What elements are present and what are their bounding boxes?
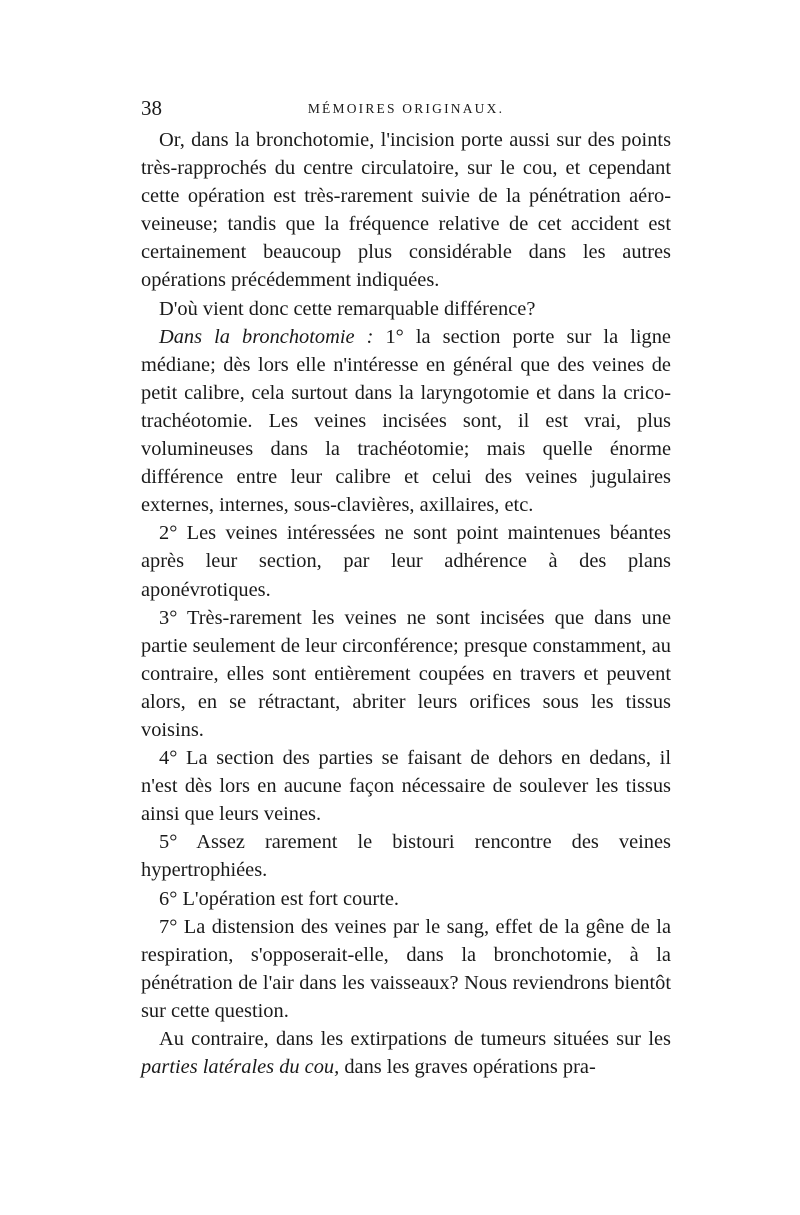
paragraph: 7° La distension des veines par le sang, effet de la gêne de la respiration, s'opposerait-elle, dans la bronchotomie, à la pénétration de l'air dans les vaisseaux? Nous reviendrons bientôt sur cette question. — [141, 915, 671, 1022]
paragraph: Au contraire, dans les extirpations de tumeurs situées sur les parties latérales du cou, dans les graves opérations pra- — [141, 1028, 671, 1079]
paragraph: 3° Très-rarement les veines ne sont incisées que dans une partie seulement de leur circonférence; presque constamment, au contraire, elles sont entièrement coupées en travers et peuvent alors, en se rétractant, abriter leurs orifices sous les tissus voisins. — [141, 606, 671, 741]
italic-lead: Dans la bronchotomie : — [159, 325, 374, 348]
paragraph: 4° La section des parties se faisant de dehors en dedans, il n'est dès lors en aucune façon nécessaire de soulever les tissus ainsi que leurs veines. — [141, 747, 671, 826]
paragraph: 6° L'opération est fort courte. — [159, 887, 400, 910]
page-number: 38 — [141, 96, 162, 120]
page-header — [141, 96, 671, 126]
paragraph: D'où vient donc cette remarquable différence? — [159, 297, 536, 320]
paragraph: 2° Les veines intéressées ne sont point maintenues béantes après leur section, par leur adhérence à des plans aponévrotiques. — [141, 522, 671, 601]
book-page — [141, 96, 671, 1081]
paragraph: Or, dans la bronchotomie, l'incision porte aussi sur des points très-rapprochés du centre circulatoire, sur le cou, et cependant cette opération est très-rarement suivie de la pénétration aéro-veineuse; tandis que la fréquence relative de cet accident est certainement beaucoup plus considérable dans les autres opérations précédemment indiquées. — [141, 129, 671, 292]
running-head: MÉMOIRES ORIGINAUX. — [307, 101, 505, 116]
paragraph: 5° Assez rarement le bistouri rencontre des veines hypertrophiées. — [141, 831, 671, 882]
italic-phrase: parties latérales du cou, — [141, 1056, 340, 1079]
body-text — [141, 126, 671, 1081]
paragraph: Dans la bronchotomie : 1° la section porte sur la ligne médiane; dès lors elle n'intéresse en général que des veines de petit calibre, cela surtout dans la laryngotomie et dans la crico-trachéotomie. Les veines incisées sont, il est vrai, plus volumineuses dans la trachéotomie; mais quelle énorme différence entre leur calibre et celui des veines jugulaires externes, internes, sous-clavières, axillaires, etc. — [141, 325, 671, 517]
